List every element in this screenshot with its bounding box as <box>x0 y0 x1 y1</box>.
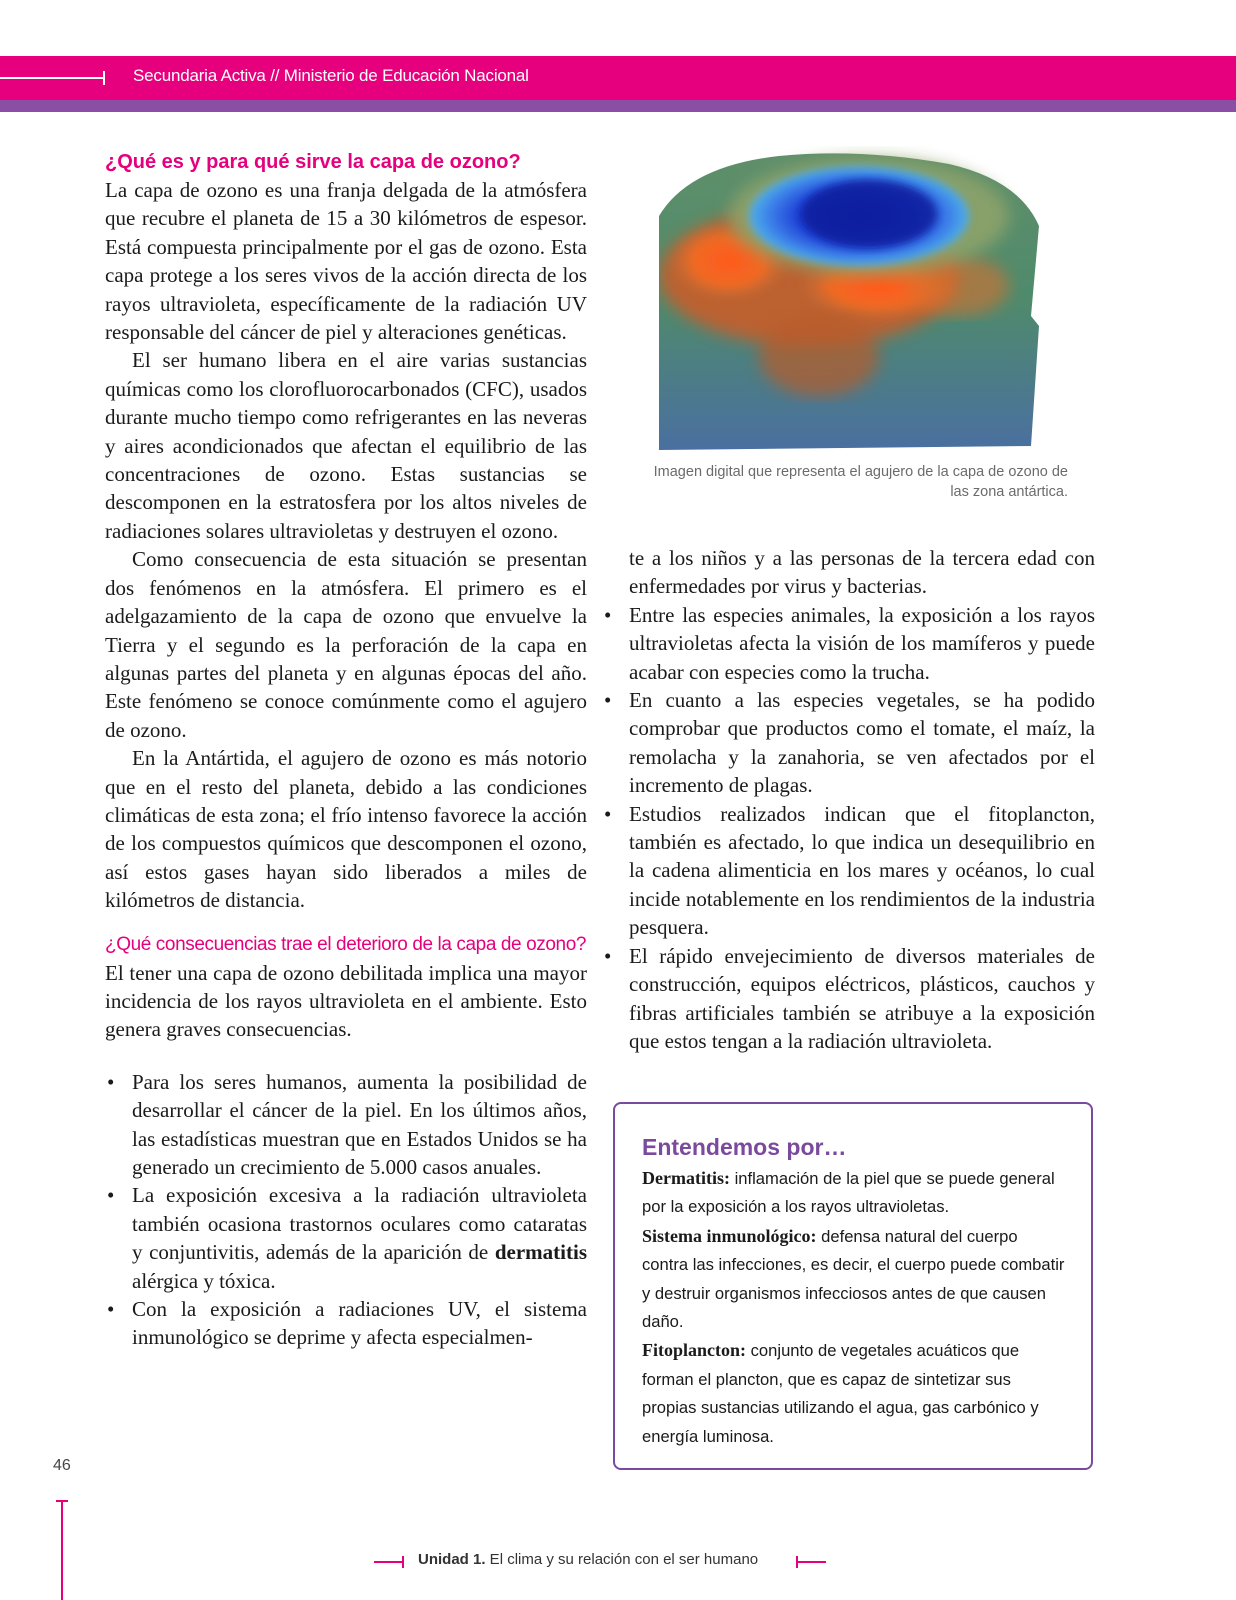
list-item: • En cuanto a las especies vegetales, se ha podido comprobar que productos como el tomate, el maíz, la remolacha y la zanahoria, se ven afectados por el incremento de plagas. <box>604 688 1095 798</box>
glossary-entry <box>642 1222 1067 1337</box>
bullet-icon: • <box>107 1297 115 1322</box>
margin-rule <box>61 1500 63 1600</box>
right-column <box>604 544 1095 1055</box>
section-title-consequences: ¿Qué consecuencias trae el deterioro de la capa de ozono? <box>105 933 587 955</box>
paragraph: Como consecuencia de esta situación se presentan dos fenómenos en la atmósfera. El primero es el adelgazamiento de la capa de ozono que envuelve la Tierra y el segundo es la perforación de la capa en algunas partes del planeta y en algunas épocas del año. Este fenómeno se conoce comúnmente como el agujero de ozono. <box>105 547 587 742</box>
glossary-definition: conjunto de vegetales acuáticos que forman el plancton, que es capaz de sintetizar sus propias sustancias utilizando el agua, gas carbónico y energía luminosa. <box>642 1341 1039 1446</box>
footer-unit-name: El clima y su relación con el ser humano <box>485 1551 759 1568</box>
consequences-list-continued <box>602 601 1095 1056</box>
footer-unit-label: Unidad 1. <box>418 1551 486 1568</box>
header-title: Secundaria Activa // Ministerio de Educación Nacional <box>133 66 529 85</box>
bullet-icon: • <box>604 688 612 713</box>
bullet-icon: • <box>604 943 612 968</box>
footer-unit-title <box>418 1551 758 1568</box>
paragraph: El tener una capa de ozono debilitada implica una mayor incidencia de los rayos ultravioleta en el ambiente. Esto genera graves consecuencias. <box>105 960 587 1042</box>
glossary-definition: defensa natural del cuerpo contra las infecciones, es decir, el cuerpo puede combatir y destruir organismos infecciosos antes de que causen daño. <box>642 1226 1065 1332</box>
paragraph: La capa de ozono es una franja delgada de la atmósfera que recubre el planeta de 15 a 30 kilómetros de espesor. Está compuesta principalmente por el gas de ozono. Esta capa protege a los seres vivos de la acción directa de los rayos ultravioleta, específicamente de la radiación UV responsable del cáncer de piel y alteraciones genéticas. <box>105 178 587 345</box>
footer-rule-left <box>374 1561 404 1563</box>
left-column <box>105 148 587 1352</box>
header-rule <box>0 77 104 79</box>
bullet-icon: • <box>107 1069 115 1094</box>
list-item: • Con la exposición a radiaciones UV, el sistema inmunológico se deprime y afecta especialmen- <box>107 1297 587 1350</box>
bullet-icon: • <box>604 602 612 627</box>
paragraph: El ser humano libera en el aire varias sustancias químicas como los clorofluorocarbonados (CFC), usados durante mucho tiempo como refrigerantes en las neveras y aires acondicionados que afectan el equilibrio de las concentraciones de ozono. Estas sustancias se descomponen en la estratosfera por los altos niveles de radiaciones solares ultravioletas y destruyen el ozono. <box>105 348 587 543</box>
bullet-icon: • <box>107 1183 115 1208</box>
list-item: • Entre las especies animales, la exposición a los rayos ultravioletas afecta la visión de los mamíferos y puede acabar con especies como la trucha. <box>604 602 1095 684</box>
ozone-hole-image <box>659 146 1039 450</box>
glossary-term: Fitoplancton: <box>642 1340 747 1361</box>
glossary-title: Entendemos por… <box>642 1134 847 1160</box>
list-item: • Para los seres humanos, aumenta la posibilidad de desarrollar el cáncer de la piel. En los últimos años, las estadísticas muestran que en Estados Unidos se ha generado un crecimiento de 5.000 casos anuales. <box>107 1069 587 1179</box>
header-stripe <box>0 100 1236 112</box>
glossary-term: Sistema inmunológico: <box>642 1225 817 1246</box>
section-title-ozone: ¿Qué es y para qué sirve la capa de ozono? <box>105 151 521 173</box>
page-number: 46 <box>53 1457 71 1474</box>
footer <box>0 1551 1236 1573</box>
figure-caption: Imagen digital que representa el agujero de la capa de ozono de las zona antártica. <box>653 464 1068 500</box>
paragraph-continuation: te a los niños y a las personas de la tercera edad con enfermedades por virus y bacterias. <box>629 546 1095 599</box>
bold-term-dermatitis: dermatitis <box>494 1240 587 1265</box>
paragraph: En la Antártida, el agujero de ozono es más notorio que en el resto del planeta, debido a las condiciones climáticas de esta zona; el frío intenso favorece la acción de los compuestos químicos que descomponen el ozono, así estos gases hayan sido liberados a miles de kilómetros de distancia. <box>105 746 587 913</box>
consequences-list <box>105 1068 587 1352</box>
footer-rule-right <box>796 1561 826 1563</box>
header-rule-tick <box>103 71 105 85</box>
glossary-definition: inflamación de la piel que se puede general por la exposición a los rayos ultravioletas. <box>642 1169 1055 1217</box>
glossary-term: Dermatitis: <box>642 1168 730 1188</box>
glossary-box <box>613 1102 1093 1470</box>
list-item: • La exposición excesiva a la radiación ultravioleta también ocasiona trastornos oculares como cataratas y conjuntivitis, además de la aparición de dermatitis alérgica y tóxica. <box>107 1183 587 1293</box>
glossary-entry <box>642 1164 1067 1222</box>
bullet-icon: • <box>604 801 612 826</box>
list-item: • Estudios realizados indican que el fitoplancton, también es afectado, lo que indica un desequilibrio en la cadena alimenticia en los mares y océanos, lo cual incide notablemente en los rendimientos de la industria pesquera. <box>604 801 1095 940</box>
footer-rule-left-tick <box>402 1556 404 1568</box>
glossary-entry <box>642 1336 1067 1451</box>
list-item: • El rápido envejecimiento de diversos materiales de construcción, equipos eléctricos, plásticos, cauchos y fibras artificiales también se atribuye a la exposición que estos tengan a la radiación ultravioleta. <box>604 943 1095 1053</box>
